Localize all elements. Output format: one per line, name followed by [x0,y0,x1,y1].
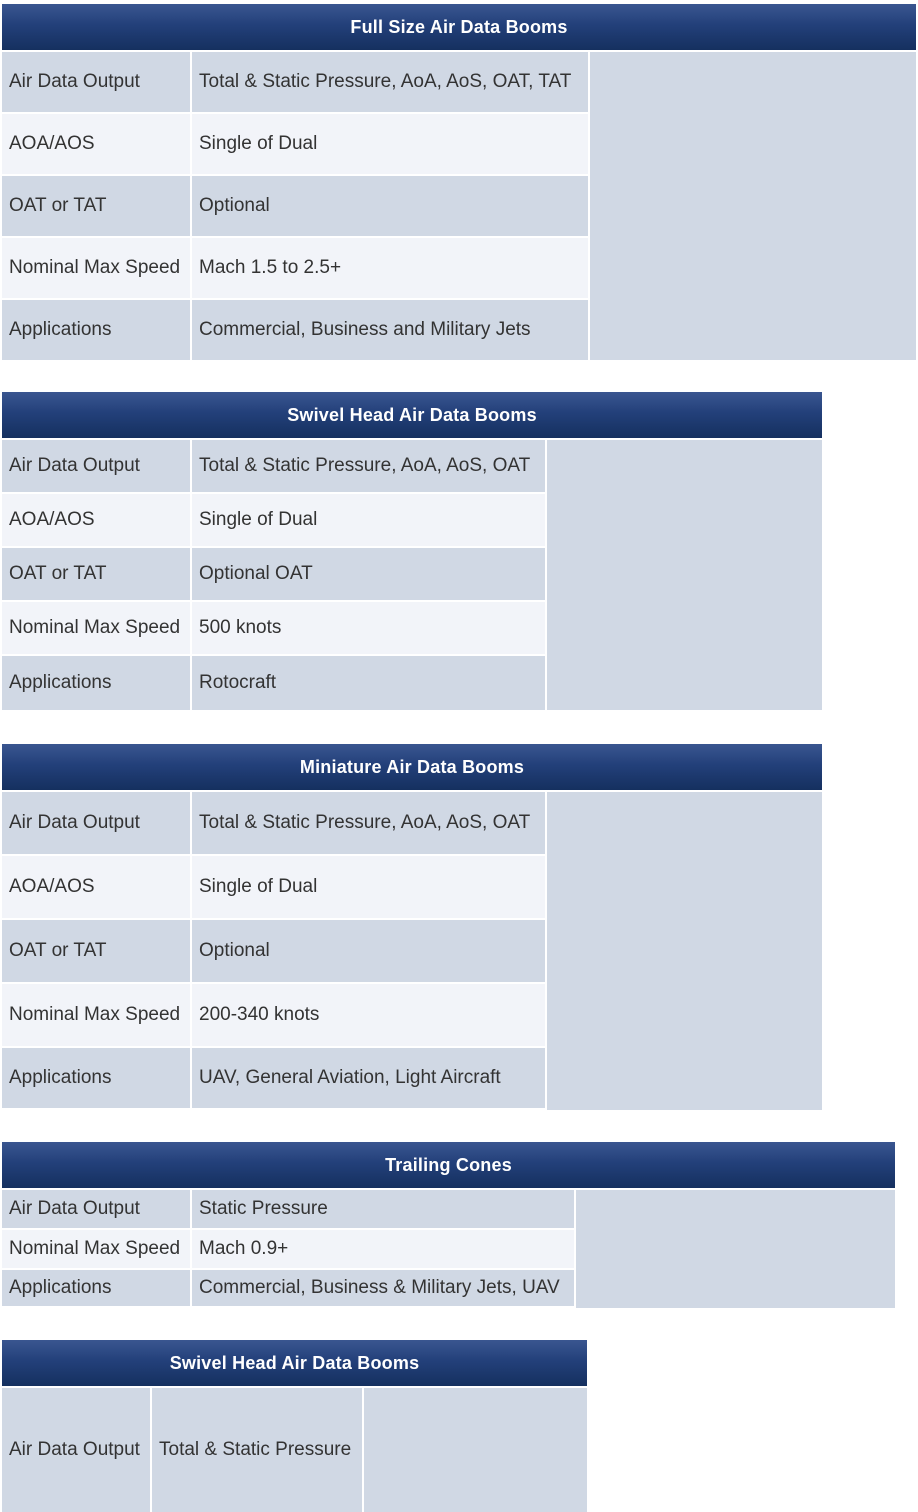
row-value: Commercial, Business & Military Jets, UAV [190,1270,574,1308]
table-swivel-head-booms-2 [2,1340,587,1512]
row-label: OAT or TAT [2,176,190,238]
row-value: Mach 1.5 to 2.5+ [190,238,588,300]
row-label: Nominal Max Speed [2,238,190,300]
row-value: Total & Static Pressure [150,1388,362,1512]
table-full-size-booms [2,4,916,362]
row-value: Optional [190,176,588,238]
row-label: AOA/AOS [2,494,190,548]
row-value: Total & Static Pressure, AoA, AoS, OAT [190,792,545,856]
row-value: Commercial, Business and Military Jets [190,300,588,362]
table-swivel-head-booms [2,392,822,712]
row-value: 500 knots [190,602,545,656]
row-value: Total & Static Pressure, AoA, AoS, OAT, TAT [190,52,588,114]
row-label: OAT or TAT [2,548,190,602]
row-value: Optional [190,920,545,984]
table-miniature-booms [2,744,822,1110]
row-value: Static Pressure [190,1190,574,1230]
row-label: Air Data Output [2,52,190,114]
table-body [2,1190,895,1308]
table-body [2,440,822,712]
table-title: Miniature Air Data Booms [2,744,822,792]
row-value: Single of Dual [190,856,545,920]
table-body [2,52,916,362]
row-value: Single of Dual [190,494,545,548]
row-value: Single of Dual [190,114,588,176]
table-title: Swivel Head Air Data Booms [2,1340,587,1388]
table-body [2,792,822,1110]
empty-column [588,52,916,360]
table-trailing-cones [2,1142,895,1308]
row-value: Total & Static Pressure, AoA, AoS, OAT [190,440,545,494]
table-title: Full Size Air Data Booms [2,4,916,52]
table-title: Swivel Head Air Data Booms [2,392,822,440]
row-label: Applications [2,656,190,712]
row-value: Mach 0.9+ [190,1230,574,1270]
row-label: OAT or TAT [2,920,190,984]
empty-column [362,1388,587,1512]
empty-column [574,1190,895,1308]
row-label: Nominal Max Speed [2,1230,190,1270]
row-label: Air Data Output [2,1190,190,1230]
row-value: 200-340 knots [190,984,545,1048]
row-value: Optional OAT [190,548,545,602]
row-label: AOA/AOS [2,856,190,920]
row-label: Air Data Output [2,440,190,494]
row-label: Applications [2,1270,190,1308]
table-title: Trailing Cones [2,1142,895,1190]
row-label: Air Data Output [2,1388,150,1512]
empty-column [545,792,822,1110]
row-value: Rotocraft [190,656,545,712]
row-label: Applications [2,1048,190,1110]
row-label: Nominal Max Speed [2,984,190,1048]
row-label: Applications [2,300,190,362]
row-label: Nominal Max Speed [2,602,190,656]
row-label: Air Data Output [2,792,190,856]
row-value: UAV, General Aviation, Light Aircraft [190,1048,545,1110]
row-label: AOA/AOS [2,114,190,176]
table-body [2,1388,587,1512]
empty-column [545,440,822,710]
